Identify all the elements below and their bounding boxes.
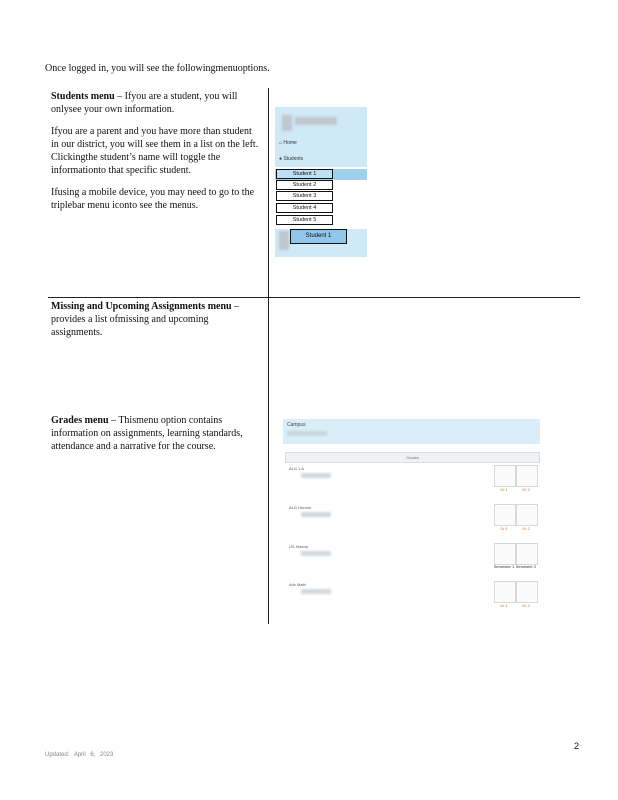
footer-updated: Updated: April 6, 2023 — [45, 752, 114, 758]
course-name[interactable]: US History — [289, 544, 309, 549]
table-vertical-divider-top — [268, 88, 269, 298]
grade-box[interactable] — [516, 504, 538, 526]
grade-label: Semester 1 — [493, 564, 515, 569]
avatar — [282, 115, 292, 131]
students-menu-title: Students menu — [51, 91, 115, 102]
page-number: 2 — [573, 741, 579, 751]
grades-section — [51, 414, 261, 462]
student-3-button[interactable]: Student 3 — [276, 191, 333, 201]
students-mobile-text: Ifusing a mobile device, you may need to go to the triplebar menu iconto see the menus. — [51, 187, 255, 211]
nav-students[interactable]: ● Students — [279, 156, 304, 162]
nav-home[interactable]: ⌂ Home — [279, 140, 297, 146]
missing-menu-title: Missing and Upcoming Assignments menu — [51, 301, 232, 312]
students-section — [51, 90, 261, 221]
grade-box[interactable] — [494, 504, 516, 526]
grade-box[interactable] — [494, 465, 516, 487]
grades-bar: Grades — [285, 452, 540, 463]
students-parent-text: Ifyou are a parent and you have more than student in our district, you will see them in a list on the left. Clickingthe student’s name will toggle the informationto that specific student. — [51, 126, 259, 176]
grade-box[interactable] — [494, 581, 516, 603]
grade-label: Gr 1 — [500, 603, 508, 608]
table-horizontal-divider — [48, 297, 580, 298]
course-name[interactable]: ALG Honors — [289, 505, 312, 510]
grades-header — [283, 419, 540, 444]
missing-section — [51, 300, 261, 348]
grade-label: Gr 1 — [500, 487, 508, 492]
grades-header-title: Campus — [287, 422, 306, 428]
grade-label: Gr 1 — [500, 526, 508, 531]
current-student-button[interactable]: Student 1 — [290, 229, 347, 244]
student-2-button[interactable]: Student 2 — [276, 180, 333, 190]
students-menu-screenshot — [275, 107, 367, 257]
grade-label: Gr 2 — [522, 526, 530, 531]
blurred-teacher — [301, 473, 331, 478]
students-intro: – Ifyou are a student, you will onlysee your own information. — [51, 91, 238, 115]
table-vertical-divider-bottom — [268, 298, 269, 624]
student-1-button[interactable]: Student 1 — [276, 169, 333, 179]
blurred-teacher — [301, 512, 331, 517]
intro-text: Once logged in, you will see the followingmenuoptions. — [45, 63, 270, 74]
grade-label: Semester 2 — [515, 564, 537, 569]
blurred-name — [295, 117, 337, 125]
grade-box[interactable] — [494, 543, 516, 565]
grades-menu-screenshot — [283, 419, 540, 619]
blurred-teacher — [301, 589, 331, 594]
blurred-teacher — [301, 551, 331, 556]
course-name[interactable]: Adv Math — [289, 582, 306, 587]
student-5-button[interactable]: Student 5 — [276, 215, 333, 225]
course-name[interactable]: ALG 1 A — [289, 466, 304, 471]
student-4-button[interactable]: Student 4 — [276, 203, 333, 213]
missing-text: – provides a list ofmissing and upcoming assignments. — [51, 301, 240, 338]
grade-label: Gr 2 — [522, 603, 530, 608]
grades-text: – Thismenu option contains information on assignments, learning standards, attendance and a narrative for the course. — [51, 415, 243, 452]
avatar-bottom — [279, 231, 289, 250]
grade-box[interactable] — [516, 465, 538, 487]
grade-box[interactable] — [516, 581, 538, 603]
grade-label: Gr 2 — [522, 487, 530, 492]
blurred-header-text — [287, 431, 327, 436]
grade-box[interactable] — [516, 543, 538, 565]
grades-menu-title: Grades menu — [51, 415, 109, 426]
